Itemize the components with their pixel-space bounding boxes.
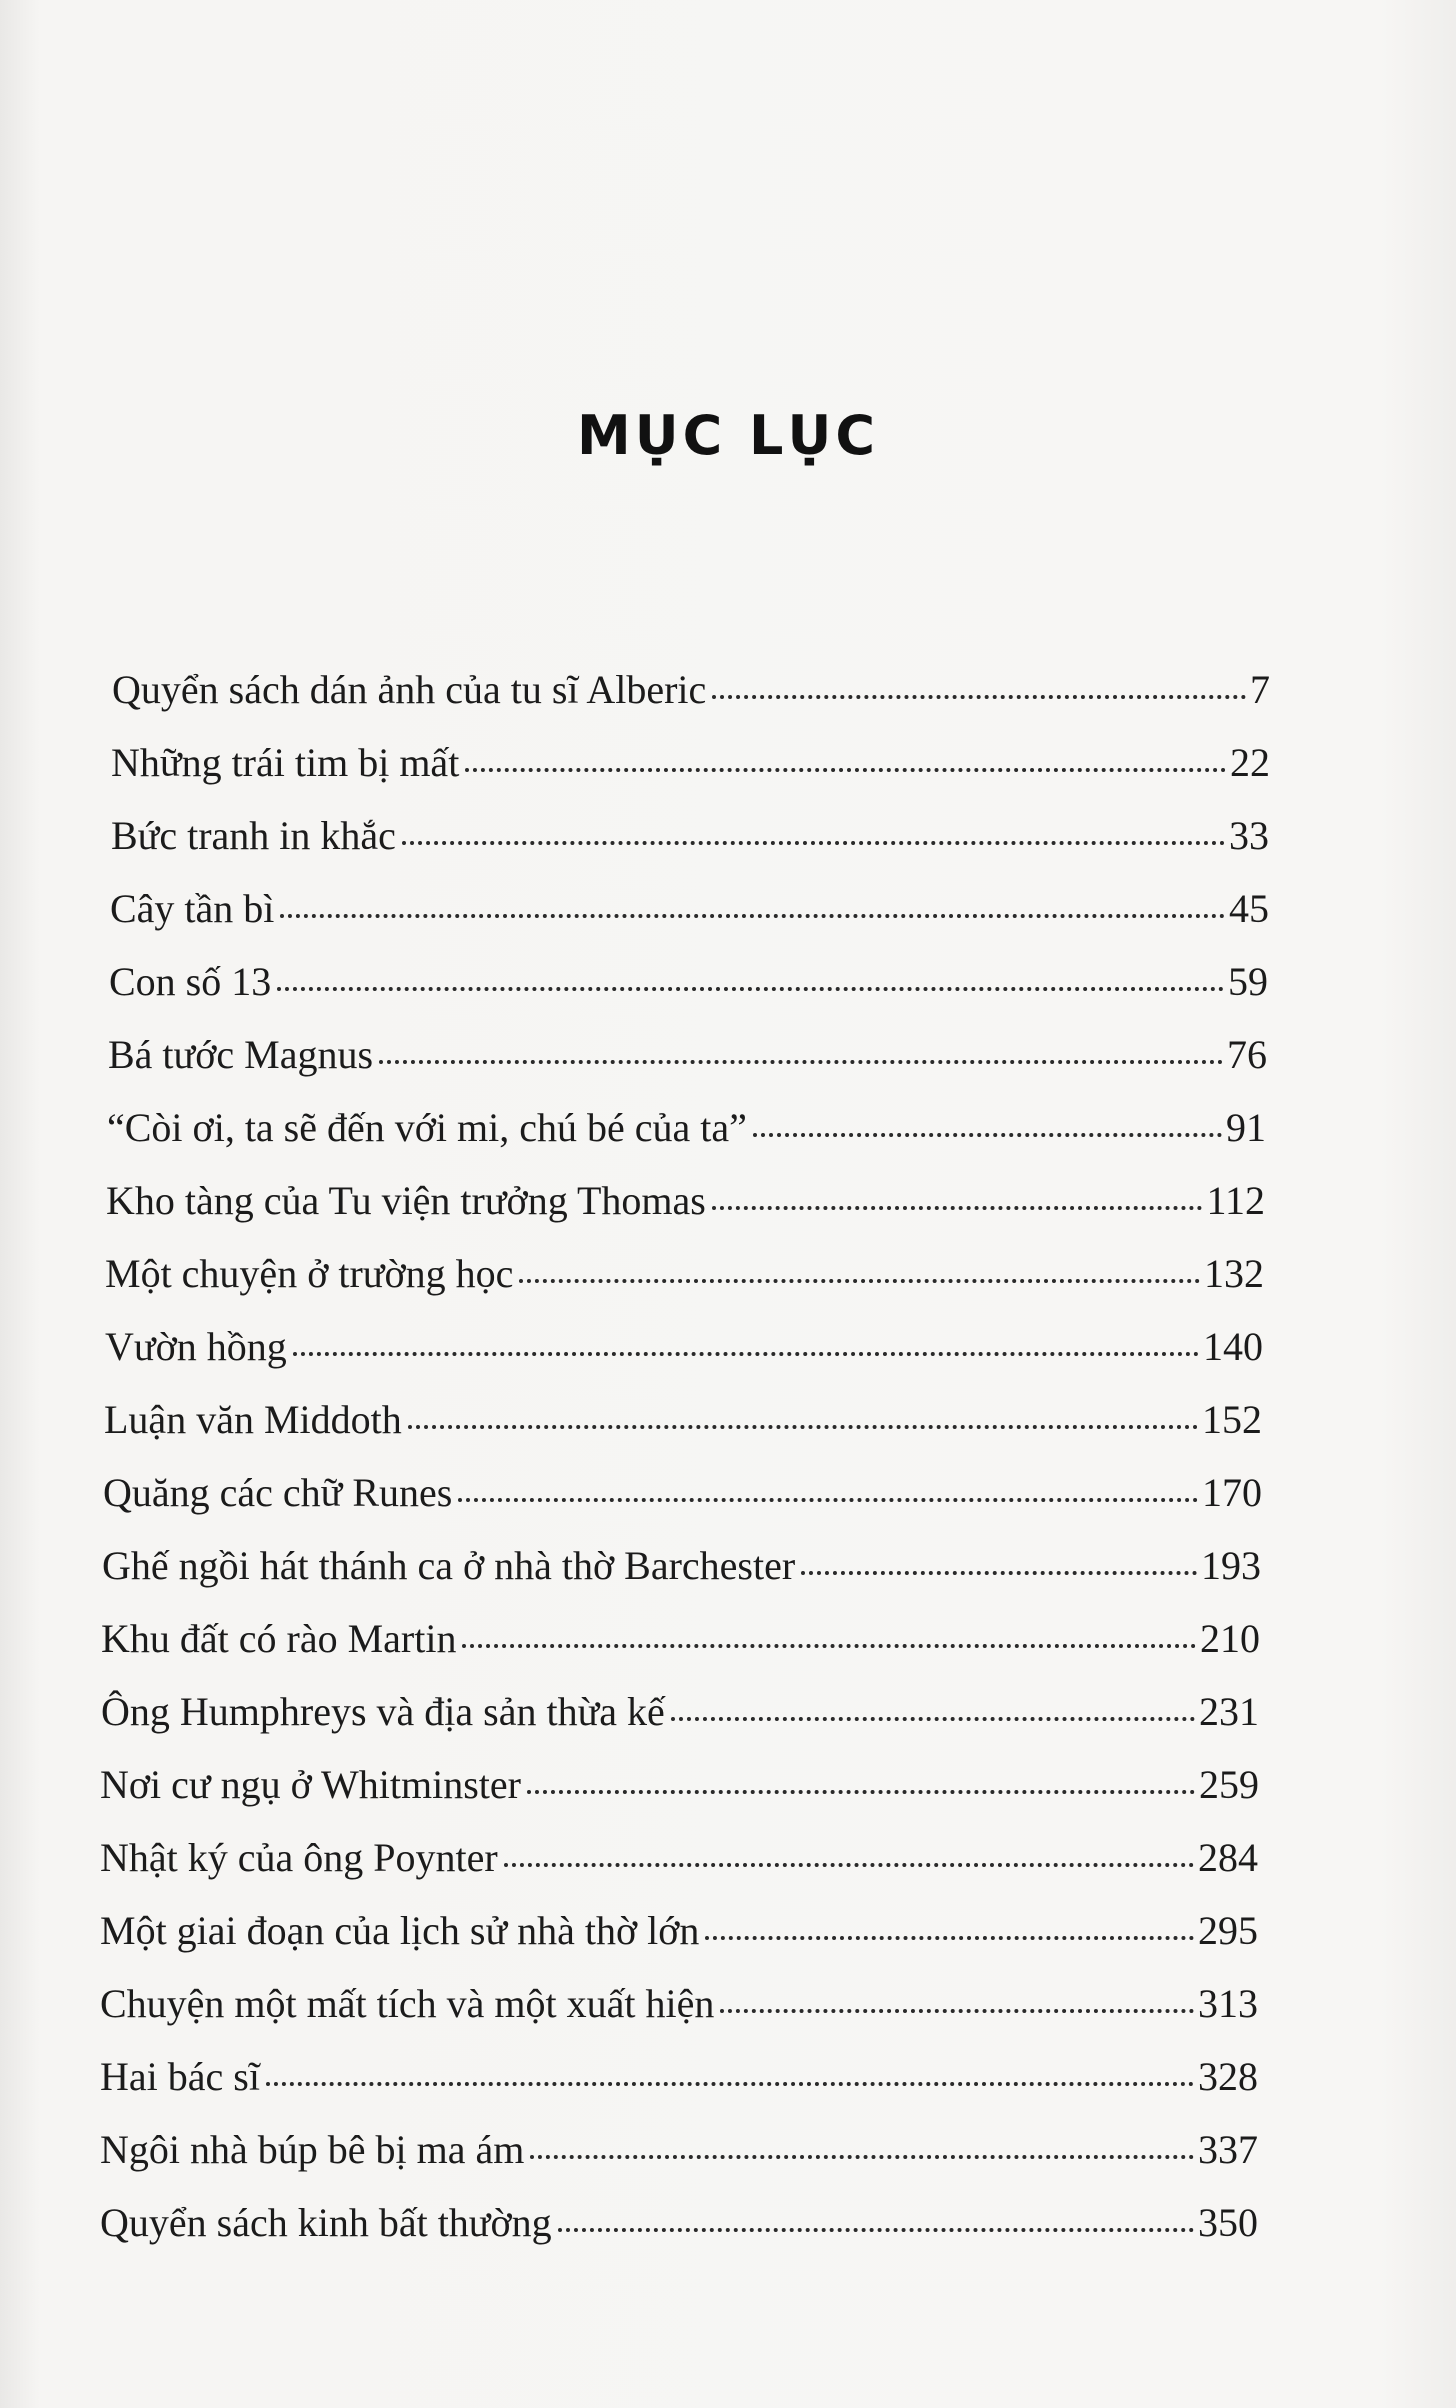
toc-entry-title: Ghế ngồi hát thánh ca ở nhà thờ Barchester <box>102 1543 796 1588</box>
toc-entry-title: Bức tranh in khắc <box>111 813 396 858</box>
toc-entry <box>101 1609 1260 1669</box>
dot-leader <box>527 1758 1195 1798</box>
toc-entry-page: 140 <box>1203 1324 1263 1369</box>
toc-entry-title: Một giai đoạn của lịch sử nhà thờ lớn <box>100 1908 700 1953</box>
dot-leader <box>558 2196 1194 2236</box>
toc-entry-title: Con số 13 <box>109 959 272 1004</box>
toc-entry-title: Quăng các chữ Runes <box>103 1470 453 1515</box>
table-of-contents <box>0 660 1456 2260</box>
dot-leader <box>519 1247 1200 1287</box>
toc-entry <box>100 2047 1258 2107</box>
dot-leader <box>293 1320 1199 1360</box>
dot-leader <box>408 1393 1198 1433</box>
toc-entry-title: Cây tần bì <box>110 886 275 931</box>
toc-entry <box>100 1828 1258 1888</box>
toc-entry-title: “Còi ơi, ta sẽ đến với mi, chú bé của ta” <box>107 1105 747 1150</box>
toc-entry-page: 337 <box>1198 2127 1258 2172</box>
toc-entry-page: 295 <box>1198 1908 1258 1953</box>
page-title: MỤC LỤC <box>577 404 879 467</box>
toc-entry-title: Bá tước Magnus <box>108 1032 374 1077</box>
toc-entry-title: Nơi cư ngụ ở Whitminster <box>100 1762 521 1807</box>
toc-entry-page: 350 <box>1198 2200 1258 2245</box>
toc-entry <box>104 1390 1262 1450</box>
toc-entry <box>106 1171 1265 1231</box>
toc-entry <box>100 1901 1258 1961</box>
toc-entry-title: Quyển sách kinh bất thường <box>100 2200 552 2245</box>
toc-entry-page: 112 <box>1206 1178 1265 1223</box>
dot-leader <box>530 2123 1194 2163</box>
dot-leader <box>465 736 1226 776</box>
toc-entry-title: Kho tàng của Tu viện trưởng Thomas <box>106 1178 706 1223</box>
toc-entry <box>112 660 1270 720</box>
toc-entry-page: 22 <box>1230 740 1270 785</box>
toc-entry-title: Quyển sách dán ảnh của tu sĩ Alberic <box>112 667 707 712</box>
toc-entry-title: Hai bác sĩ <box>100 2054 260 2099</box>
dot-leader <box>753 1101 1222 1141</box>
toc-entry-title: Ông Humphreys và địa sản thừa kế <box>101 1689 665 1734</box>
toc-entry <box>101 1682 1259 1742</box>
dot-leader <box>671 1685 1195 1725</box>
toc-entry <box>105 1244 1264 1304</box>
toc-entry <box>107 1098 1266 1158</box>
dot-leader <box>712 663 1246 703</box>
toc-entry <box>105 1317 1263 1377</box>
toc-entry-title: Chuyện một mất tích và một xuất hiện <box>100 1981 715 2026</box>
toc-entry-page: 193 <box>1201 1543 1261 1588</box>
dot-leader <box>504 1831 1194 1871</box>
toc-entry-title: Khu đất có rào Martin <box>101 1616 457 1661</box>
toc-entry-page: 59 <box>1228 959 1268 1004</box>
toc-entry-page: 152 <box>1202 1397 1262 1442</box>
toc-entry <box>111 806 1269 866</box>
toc-entry-title: Ngôi nhà búp bê bị ma ám <box>100 2127 525 2172</box>
toc-entry-page: 132 <box>1204 1251 1264 1296</box>
dot-leader <box>705 1904 1194 1944</box>
toc-entry-page: 170 <box>1202 1470 1262 1515</box>
toc-entry <box>102 1536 1261 1596</box>
toc-entry-page: 33 <box>1229 813 1269 858</box>
toc-entry <box>110 879 1269 939</box>
toc-entry-title: Luận văn Middoth <box>104 1397 402 1442</box>
toc-entry <box>100 1755 1259 1815</box>
toc-entry-page: 259 <box>1199 1762 1259 1807</box>
toc-entry-page: 231 <box>1199 1689 1259 1734</box>
dot-leader <box>462 1612 1196 1652</box>
toc-entry <box>108 1025 1267 1085</box>
toc-entry-page: 284 <box>1198 1835 1258 1880</box>
toc-entry <box>103 1463 1262 1523</box>
toc-entry-title: Một chuyện ở trường học <box>105 1251 514 1296</box>
dot-leader <box>458 1466 1198 1506</box>
toc-entry-page: 328 <box>1198 2054 1258 2099</box>
toc-entry-page: 76 <box>1227 1032 1267 1077</box>
dot-leader <box>801 1539 1197 1579</box>
dot-leader <box>277 955 1224 995</box>
toc-entry-page: 210 <box>1200 1616 1260 1661</box>
toc-entry-page: 45 <box>1229 886 1269 931</box>
toc-entry <box>109 952 1268 1012</box>
dot-leader <box>712 1174 1203 1214</box>
dot-leader <box>720 1977 1194 2017</box>
toc-entry-page: 313 <box>1198 1981 1258 2026</box>
toc-entry <box>100 2193 1258 2253</box>
toc-entry-page: 91 <box>1226 1105 1266 1150</box>
toc-entry-title: Vườn hồng <box>105 1324 287 1369</box>
dot-leader <box>402 809 1225 849</box>
toc-entry <box>111 733 1270 793</box>
toc-entry-title: Nhật ký của ông Poynter <box>100 1835 498 1880</box>
toc-entry <box>100 2120 1258 2180</box>
dot-leader <box>379 1028 1223 1068</box>
toc-entry <box>100 1974 1258 2034</box>
dot-leader <box>266 2050 1194 2090</box>
dot-leader <box>280 882 1225 922</box>
toc-entry-page: 7 <box>1250 667 1270 712</box>
toc-entry-title: Những trái tim bị mất <box>111 740 460 785</box>
